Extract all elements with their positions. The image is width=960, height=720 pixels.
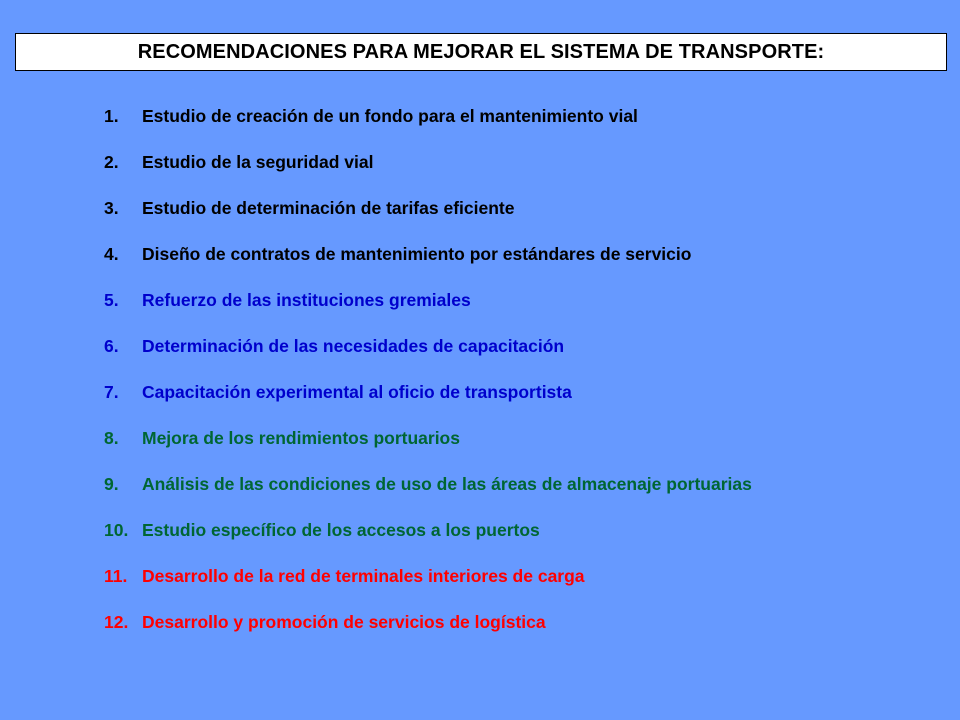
item-number: 3. (104, 198, 119, 218)
item-text: Desarrollo y promoción de servicios de logística (142, 612, 546, 632)
item-text: Estudio de determinación de tarifas eficiente (142, 198, 515, 218)
item-text: Refuerzo de las instituciones gremiales (142, 290, 471, 310)
slide-title: RECOMENDACIONES PARA MEJORAR EL SISTEMA DE TRANSPORTE: (137, 40, 825, 63)
item-text: Mejora de los rendimientos portuarios (142, 428, 460, 448)
list-item (104, 287, 752, 333)
title-box (15, 33, 947, 71)
item-number: 4. (104, 244, 119, 264)
item-text: Capacitación experimental al oficio de transportista (142, 382, 572, 402)
list-item (104, 195, 752, 241)
item-text: Desarrollo de la red de terminales interiores de carga (142, 566, 585, 586)
item-number: 9. (104, 474, 119, 494)
item-text: Estudio específico de los accesos a los puertos (142, 520, 540, 540)
item-text: Estudio de creación de un fondo para el mantenimiento vial (142, 106, 638, 126)
recommendations-list (104, 103, 752, 655)
item-number: 7. (104, 382, 119, 402)
item-number: 6. (104, 336, 119, 356)
list-item (104, 103, 752, 149)
item-number: 5. (104, 290, 119, 310)
list-item (104, 333, 752, 379)
item-number: 8. (104, 428, 119, 448)
list-item (104, 241, 752, 287)
list-item (104, 149, 752, 195)
item-number: 10. (104, 520, 129, 540)
list-item (104, 471, 752, 517)
item-text: Determinación de las necesidades de capacitación (142, 336, 565, 356)
list-item (104, 517, 752, 563)
list-item (104, 425, 752, 471)
item-number: 2. (104, 152, 119, 172)
item-number: 12. (104, 612, 129, 632)
item-text: Diseño de contratos de mantenimiento por estándares de servicio (142, 244, 692, 264)
item-number: 1. (104, 106, 119, 126)
list-item (104, 609, 752, 655)
item-number: 11. (104, 566, 128, 586)
list-item (104, 379, 752, 425)
item-text: Análisis de las condiciones de uso de las áreas de almacenaje portuarias (142, 474, 752, 494)
list-item (104, 563, 752, 609)
item-text: Estudio de la seguridad vial (142, 152, 374, 172)
